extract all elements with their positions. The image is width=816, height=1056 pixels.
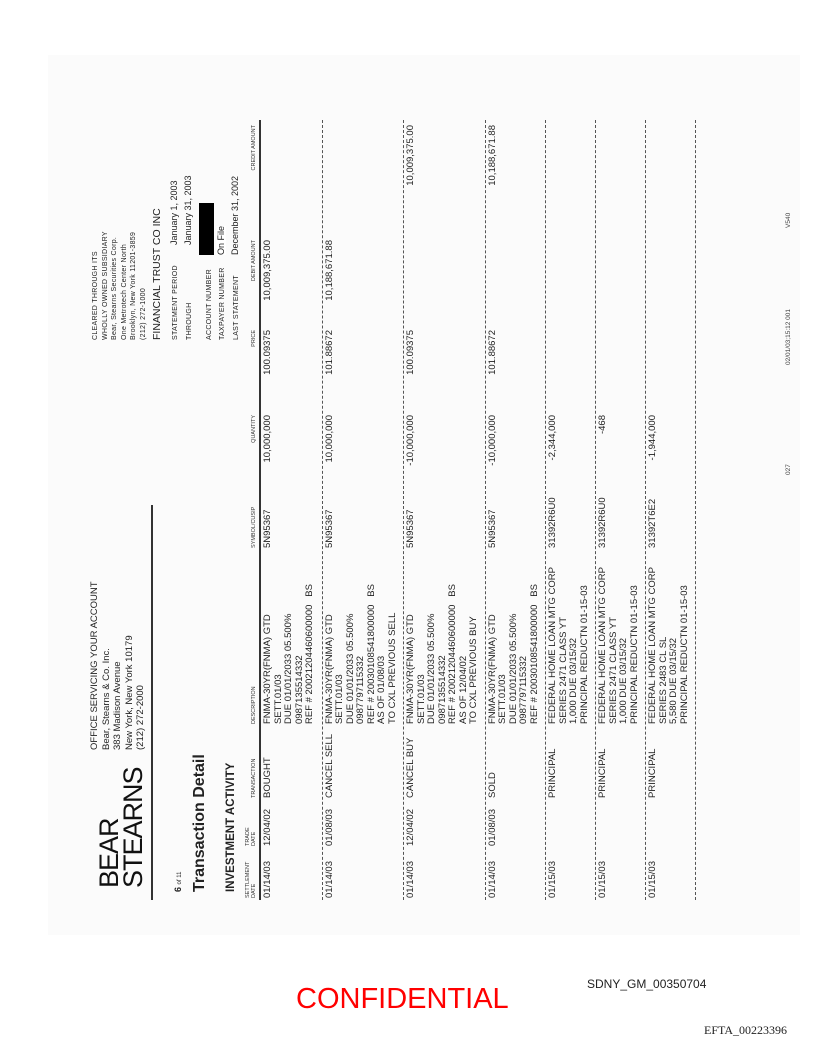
- cell-transaction: PRINCIPAL: [547, 748, 558, 798]
- table-row: [645, 120, 695, 900]
- cell-transaction: BOUGHT: [262, 757, 273, 798]
- page-total: of 11: [177, 871, 183, 885]
- through-label: THROUGH: [186, 302, 193, 340]
- cell-description: [548, 567, 590, 724]
- cell-transaction: PRINCIPAL: [647, 748, 658, 798]
- cell-trade: 01/08/03: [486, 809, 498, 846]
- cell-quantity: -1,944,000: [647, 415, 658, 461]
- col-symbol: SYMBOL/CUSIP: [251, 506, 257, 548]
- logo-line: BEAR: [94, 818, 124, 888]
- confidential-stamp: CONFIDENTIAL: [296, 983, 509, 1015]
- efta-number: EFTA_00223396: [704, 1023, 788, 1037]
- cell-symbol: 5N95367: [486, 509, 498, 548]
- office-address: [89, 581, 147, 750]
- footer-id: V540: [785, 212, 792, 228]
- cell-settlement: 01/14/03: [405, 861, 416, 898]
- text-line: Bear, Stearns Securities Corp.: [111, 236, 118, 340]
- table-end-rule: [695, 120, 696, 900]
- through-date: January 31, 2003: [183, 175, 193, 245]
- cell-credit: 10,188,671.88: [486, 125, 498, 186]
- cell-symbol: 5N95367: [405, 509, 416, 548]
- cell-price: 100.09375: [405, 330, 416, 375]
- cell-price: 101.88672: [486, 330, 498, 375]
- description-line: FEDERAL HOME LOAN MTG CORP: [647, 567, 658, 724]
- description-line: 1,000 DUE 03/15/32: [618, 637, 629, 724]
- text-line: WHOLLY OWNED SUBSIDIARY: [101, 231, 109, 340]
- rotated-statement: [85, 120, 805, 900]
- cell-settlement: 01/15/03: [597, 861, 608, 898]
- cell-debit: 10,188,671.88: [323, 240, 335, 301]
- description-line: REF # 20030108541800000 BS: [528, 584, 540, 724]
- text-line: (212) 272-1000: [139, 287, 147, 340]
- table-row: [403, 120, 485, 900]
- col-transaction: TRANSACTION: [251, 758, 257, 798]
- table-row: [261, 120, 322, 900]
- text-line: CLEARED THROUGH ITS: [92, 251, 99, 340]
- description-line: SERIES 2483 CL SL: [657, 636, 669, 724]
- text-line: OFFICE SERVICING YOUR ACCOUNT: [89, 581, 100, 750]
- cell-trade: 01/08/03: [323, 809, 335, 846]
- description-line: REF # 20021204460600000 BS: [447, 584, 458, 724]
- cell-transaction: CANCEL SELL: [323, 733, 335, 798]
- statement-period: January 1, 2003: [169, 180, 179, 245]
- last-statement-label: LAST STATEMENT: [233, 275, 240, 340]
- description-line: REF # 20030108541800000 BS: [365, 584, 377, 724]
- account-number-label: ACCOUNT NUMBER: [206, 269, 213, 340]
- table-row: [322, 120, 404, 900]
- cell-description: [488, 584, 541, 724]
- logo-line: STEARNS: [118, 767, 148, 888]
- text-line: (212) 272-2000: [135, 685, 146, 750]
- text-line: New York, New York 10179: [123, 635, 135, 750]
- page-current: 6: [173, 886, 183, 892]
- description-line: PRINCIPAL REDUCTN 01-15-03: [678, 585, 690, 724]
- text-line: One Metrotech Center North: [120, 243, 128, 340]
- cell-description: [598, 567, 640, 724]
- text-line: Bear, Stearns & Co. Inc.: [100, 648, 112, 750]
- col-label: DATE: [251, 883, 257, 898]
- col-debit: DEBIT AMOUNT: [251, 240, 257, 282]
- cell-symbol: 5N95367: [323, 509, 335, 548]
- section-title: Transaction Detail: [191, 754, 208, 892]
- cell-description: [263, 584, 316, 724]
- description-line: 5,580 DUE 03/15/32: [668, 637, 679, 724]
- col-settlement-date: [245, 862, 257, 898]
- cell-quantity: -10,000,000: [405, 415, 416, 466]
- description-line: SETT.01/03: [497, 674, 508, 724]
- cell-settlement: 01/14/03: [262, 861, 273, 898]
- cell-credit: 10,009,375.00: [405, 125, 416, 186]
- bates-number: SDNY_GM_00350704: [587, 977, 707, 991]
- cell-transaction: PRINCIPAL: [597, 748, 608, 798]
- table-row: [545, 120, 595, 900]
- table-row: [595, 120, 645, 900]
- col-price: PRICE: [251, 330, 257, 347]
- col-credit: CREDIT AMOUNT: [251, 125, 257, 171]
- clearing-info: [91, 231, 148, 340]
- description-line: SETT.01/03: [415, 674, 427, 724]
- description-line: FNMA-30YR(FNMA) GTD: [486, 614, 498, 724]
- cell-symbol: 5N95367: [262, 509, 273, 548]
- description-line: SETT.01/03: [334, 674, 345, 724]
- page-number: [173, 872, 183, 892]
- taxpayer-label: TAXPAYER NUMBER: [219, 267, 226, 340]
- redacted-account-number: [199, 203, 214, 255]
- description-line: FNMA-30YR(FNMA) GTD: [405, 614, 416, 724]
- description-line: TO CXL PREVIOUS BUY: [468, 616, 479, 724]
- subsection-title: INVESTMENT ACTIVITY: [225, 762, 237, 892]
- description-line: AS OF 01/08/03: [376, 655, 387, 724]
- description-line: DUE 01/01/2033 05.500%: [283, 613, 294, 724]
- description-line: 0987797115332: [518, 656, 529, 724]
- footer-timestamp: 02/01/03;15:12 001: [785, 308, 792, 365]
- description-line: SERIES 2471 CLASS YT: [607, 616, 619, 724]
- cell-settlement: 01/15/03: [547, 861, 558, 898]
- account-name: FINANCIAL TRUST CO INC: [151, 208, 163, 340]
- bear-stearns-logo: [94, 767, 148, 888]
- description-line: PRINCIPAL REDUCTN 01-15-03: [628, 585, 640, 724]
- cell-quantity: -468: [597, 415, 608, 435]
- description-line: TO CXL PREVIOUS SELL: [386, 612, 398, 724]
- description-line: 0987797115332: [355, 656, 366, 724]
- header-divider: [151, 505, 153, 900]
- description-line: DUE 01/01/2033 05.500%: [426, 613, 437, 724]
- cell-transaction: SOLD: [486, 772, 498, 798]
- description-line: FNMA-30YR(FNMA) GTD: [262, 614, 273, 724]
- description-line: PRINCIPAL REDUCTN 01-15-03: [578, 585, 590, 724]
- text-line: 383 Madison Avenue: [112, 661, 123, 750]
- description-line: FEDERAL HOME LOAN MTG CORP: [597, 567, 608, 724]
- cell-quantity: -10,000,000: [486, 415, 498, 466]
- description-line: 1,000 DUE 03/15/32: [568, 637, 579, 724]
- col-description: DESCRIPTION: [251, 686, 257, 724]
- col-trade-date: [245, 827, 257, 846]
- statement-period-label: STATEMENT PERIOD: [172, 265, 179, 340]
- description-line: SERIES 2471 CLASS YT: [557, 616, 569, 724]
- description-line: AS OF 12/04/02: [457, 655, 469, 724]
- col-label: SETTLEMENT: [245, 861, 251, 898]
- cell-settlement: 01/14/03: [486, 861, 498, 898]
- footer-code: 027: [785, 464, 792, 475]
- cell-symbol: 31392R6U0: [597, 497, 608, 548]
- cell-settlement: 01/14/03: [323, 861, 335, 898]
- cell-debit: 10,009,375.00: [262, 240, 273, 301]
- cell-quantity: 10,000,000: [323, 415, 335, 463]
- cell-symbol: 31392R6U0: [547, 497, 558, 548]
- last-statement-date: December 31, 2002: [230, 175, 240, 255]
- cell-description: [325, 584, 399, 724]
- cell-trade: 12/04/02: [262, 809, 273, 846]
- cell-transaction: CANCEL BUY: [405, 737, 416, 798]
- col-quantity: QUANTITY: [251, 415, 257, 443]
- description-line: DUE 01/01/2033 05.500%: [344, 613, 356, 724]
- description-line: REF # 20021204460600000 BS: [304, 584, 315, 724]
- text-line: Brooklyn, New York 11201-3859: [130, 231, 137, 340]
- table-row: [485, 120, 546, 900]
- cell-price: 101.88672: [323, 330, 335, 375]
- cell-quantity: 10,000,000: [262, 415, 273, 463]
- description-line: FNMA-30YR(FNMA) GTD: [323, 614, 335, 724]
- col-label: TRADE: [245, 827, 251, 846]
- cell-quantity: -2,344,000: [547, 415, 558, 461]
- description-line: FEDERAL HOME LOAN MTG CORP: [547, 567, 558, 724]
- description-line: DUE 01/01/2033 05.500%: [507, 613, 519, 724]
- description-line: 0987135514332: [293, 655, 305, 724]
- cell-price: 100.09375: [262, 330, 273, 375]
- description-line: 0987135514332: [436, 655, 448, 724]
- description-line: SETT.01/03: [272, 674, 284, 724]
- cell-symbol: 31392T6E2: [647, 498, 658, 548]
- col-label: DATE: [251, 831, 257, 846]
- taxpayer-number: On File: [216, 225, 226, 255]
- cell-description: [406, 584, 480, 724]
- cell-description: [648, 567, 690, 724]
- cell-trade: 12/04/02: [405, 809, 416, 846]
- cell-settlement: 01/15/03: [647, 861, 658, 898]
